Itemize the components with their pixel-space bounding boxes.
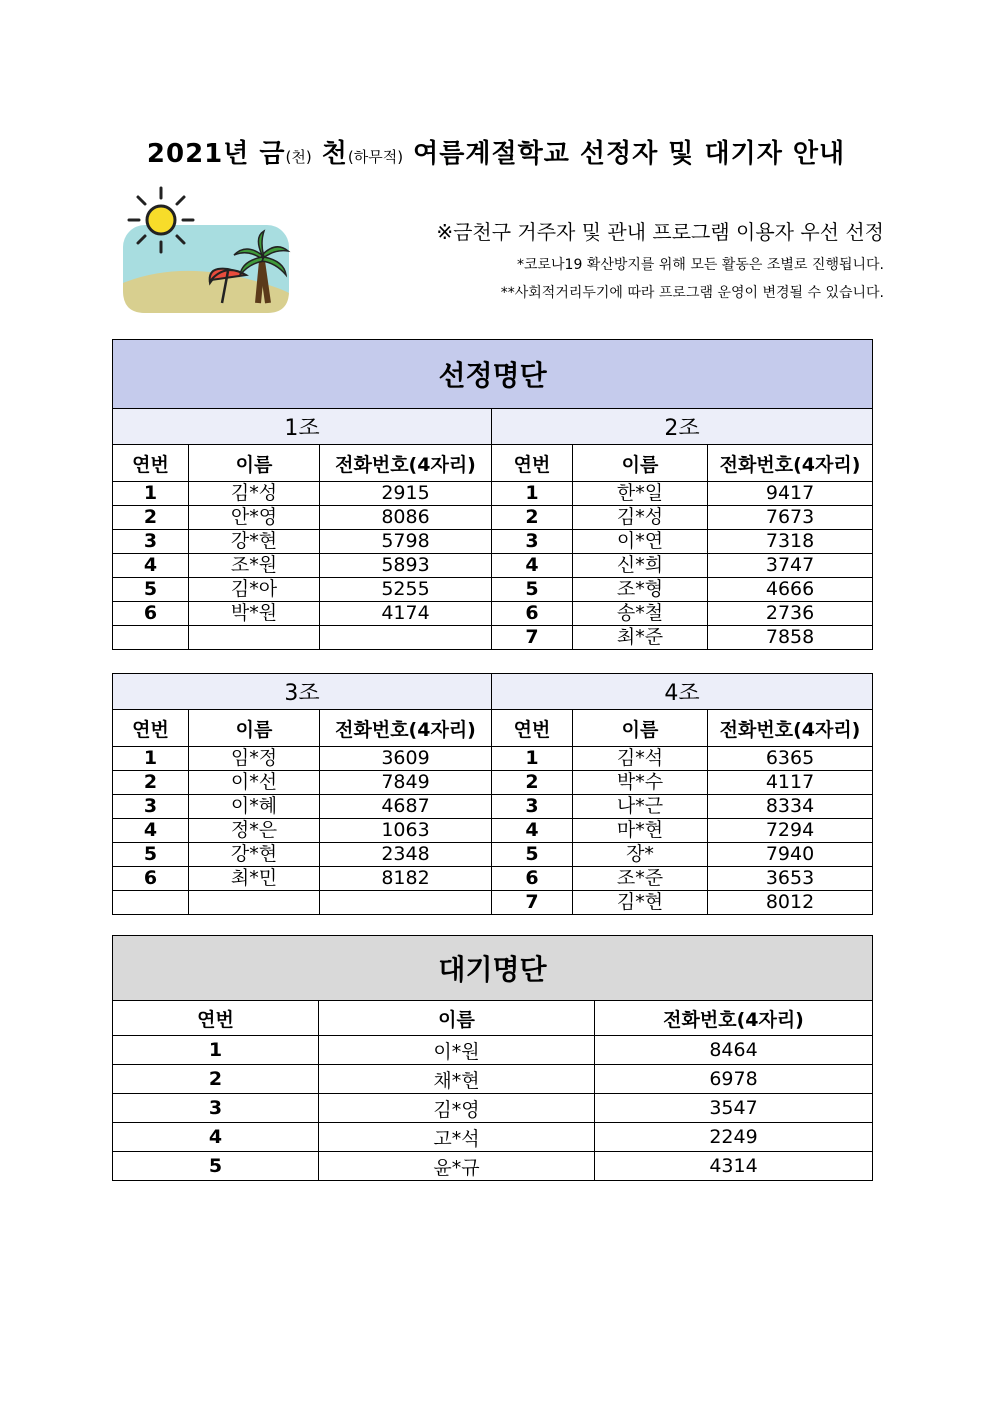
- row-name: 김*현: [573, 891, 708, 915]
- row-name: [189, 891, 320, 915]
- row-phone: 7318: [708, 530, 873, 554]
- row-name: 최*민: [189, 867, 320, 891]
- row-phone: 4666: [708, 578, 873, 602]
- row-name: 이*선: [189, 771, 320, 795]
- row-number: 7: [492, 891, 573, 915]
- row-number: 6: [492, 867, 573, 891]
- row-phone: 8012: [708, 891, 873, 915]
- table-row: [113, 819, 873, 843]
- row-number: 2: [113, 506, 189, 530]
- row-phone: 4174: [320, 602, 492, 626]
- row-name: 임*정: [189, 747, 320, 771]
- group-1-label: 1조: [113, 409, 492, 445]
- row-name: 채*현: [319, 1065, 595, 1094]
- page-title: [0, 133, 992, 170]
- col-name: 이름: [189, 710, 320, 747]
- row-number: 6: [113, 602, 189, 626]
- row-name: 이*원: [319, 1036, 595, 1065]
- row-name: 박*원: [189, 602, 320, 626]
- title-part: 여름계절학교 선정자 및 대기자 안내: [403, 139, 846, 169]
- table-row: [113, 867, 873, 891]
- row-number: 6: [492, 602, 573, 626]
- row-name: [189, 626, 320, 650]
- row-number: 1: [113, 482, 189, 506]
- table-row: [113, 1094, 873, 1123]
- col-name: 이름: [189, 445, 320, 482]
- table-row: [113, 747, 873, 771]
- row-number: 1: [113, 747, 189, 771]
- title-part: 천: [311, 139, 348, 169]
- col-name: 이름: [319, 1001, 595, 1036]
- row-number: 2: [113, 771, 189, 795]
- row-number: [113, 626, 189, 650]
- row-phone: 4314: [595, 1152, 873, 1181]
- row-number: 2: [113, 1065, 319, 1094]
- col-name: 이름: [573, 445, 708, 482]
- row-phone: 2736: [708, 602, 873, 626]
- col-no: 연번: [113, 445, 189, 482]
- row-phone: 3547: [595, 1094, 873, 1123]
- row-number: 3: [113, 795, 189, 819]
- distancing-note: **사회적거리두기에 따라 프로그램 운영이 변경될 수 있습니다.: [500, 285, 884, 301]
- table-row: [113, 1036, 873, 1065]
- row-number: 7: [492, 626, 573, 650]
- row-number: 2: [492, 506, 573, 530]
- row-number: 3: [492, 530, 573, 554]
- row-number: 2: [492, 771, 573, 795]
- row-name: 조*원: [189, 554, 320, 578]
- col-phone: 전화번호(4자리): [320, 445, 492, 482]
- row-phone: 3653: [708, 867, 873, 891]
- row-number: 4: [492, 819, 573, 843]
- row-name: 안*영: [189, 506, 320, 530]
- row-phone: 4687: [320, 795, 492, 819]
- row-name: 박*수: [573, 771, 708, 795]
- row-name: 신*희: [573, 554, 708, 578]
- selected-table-1-2: [112, 339, 873, 650]
- row-phone: 6365: [708, 747, 873, 771]
- priority-note: ※금천구 거주자 및 관내 프로그램 이용자 우선 선정: [436, 220, 884, 244]
- row-name: 조*형: [573, 578, 708, 602]
- row-phone: 2249: [595, 1123, 873, 1152]
- row-name: 한*일: [573, 482, 708, 506]
- row-name: 김*성: [189, 482, 320, 506]
- row-phone: 5798: [320, 530, 492, 554]
- row-phone: 7673: [708, 506, 873, 530]
- waiting-title: 대기명단: [113, 936, 873, 1001]
- row-name: 김*아: [189, 578, 320, 602]
- row-phone: 3609: [320, 747, 492, 771]
- row-name: 송*철: [573, 602, 708, 626]
- row-phone: 7849: [320, 771, 492, 795]
- waiting-table: [112, 935, 873, 1181]
- row-number: 4: [113, 819, 189, 843]
- row-phone: 8464: [595, 1036, 873, 1065]
- row-number: 3: [492, 795, 573, 819]
- col-no: 연번: [492, 445, 573, 482]
- row-number: 3: [113, 1094, 319, 1123]
- table-row: [113, 506, 873, 530]
- row-name: 조*준: [573, 867, 708, 891]
- table-row: [113, 602, 873, 626]
- row-number: 5: [113, 578, 189, 602]
- beach-sun-palm-icon: [118, 183, 298, 318]
- row-phone: 9417: [708, 482, 873, 506]
- col-no: 연번: [492, 710, 573, 747]
- row-phone: 6978: [595, 1065, 873, 1094]
- col-phone: 전화번호(4자리): [708, 710, 873, 747]
- row-name: 강*현: [189, 530, 320, 554]
- row-number: 5: [113, 1152, 319, 1181]
- row-phone: 2915: [320, 482, 492, 506]
- row-number: 5: [492, 843, 573, 867]
- table-row: [113, 795, 873, 819]
- row-number: 3: [113, 530, 189, 554]
- row-phone: 5255: [320, 578, 492, 602]
- selected-table-3-4: [112, 673, 873, 915]
- row-name: 고*석: [319, 1123, 595, 1152]
- table-row: [113, 771, 873, 795]
- group-4-label: 4조: [492, 674, 873, 710]
- col-phone: 전화번호(4자리): [708, 445, 873, 482]
- row-name: 나*근: [573, 795, 708, 819]
- table-row: [113, 1065, 873, 1094]
- row-phone: 2348: [320, 843, 492, 867]
- row-number: 1: [492, 747, 573, 771]
- group-2-label: 2조: [492, 409, 873, 445]
- row-number: 5: [113, 843, 189, 867]
- row-phone: 7858: [708, 626, 873, 650]
- table-row: [113, 891, 873, 915]
- row-name: 장*: [573, 843, 708, 867]
- row-phone: 1063: [320, 819, 492, 843]
- row-phone: [320, 891, 492, 915]
- row-name: 김*성: [573, 506, 708, 530]
- row-number: [113, 891, 189, 915]
- table-row: [113, 482, 873, 506]
- table-row: [113, 1123, 873, 1152]
- title-part-small: (하무적): [347, 148, 404, 166]
- title-part-small: (천): [285, 148, 312, 166]
- row-name: 이*혜: [189, 795, 320, 819]
- row-phone: 7294: [708, 819, 873, 843]
- row-phone: 8086: [320, 506, 492, 530]
- group-3-label: 3조: [113, 674, 492, 710]
- col-name: 이름: [573, 710, 708, 747]
- row-phone: 8334: [708, 795, 873, 819]
- row-number: 4: [113, 1123, 319, 1152]
- row-number: 4: [113, 554, 189, 578]
- row-name: 김*영: [319, 1094, 595, 1123]
- table-row: [113, 626, 873, 650]
- row-number: 4: [492, 554, 573, 578]
- row-number: 6: [113, 867, 189, 891]
- row-name: 윤*규: [319, 1152, 595, 1181]
- row-phone: 5893: [320, 554, 492, 578]
- table-row: [113, 1152, 873, 1181]
- row-name: 최*준: [573, 626, 708, 650]
- row-phone: 8182: [320, 867, 492, 891]
- row-number: 1: [492, 482, 573, 506]
- col-no: 연번: [113, 1001, 319, 1036]
- row-phone: [320, 626, 492, 650]
- row-phone: 4117: [708, 771, 873, 795]
- row-phone: 7940: [708, 843, 873, 867]
- row-number: 1: [113, 1036, 319, 1065]
- col-phone: 전화번호(4자리): [595, 1001, 873, 1036]
- row-name: 마*현: [573, 819, 708, 843]
- covid-note: *코로나19 확산방지를 위해 모든 활동은 조별로 진행됩니다.: [516, 257, 884, 273]
- title-part: 2021년 금: [146, 139, 286, 169]
- row-number: 5: [492, 578, 573, 602]
- row-name: 이*연: [573, 530, 708, 554]
- row-name: 김*석: [573, 747, 708, 771]
- selected-title: 선정명단: [113, 340, 873, 409]
- row-phone: 3747: [708, 554, 873, 578]
- table-row: [113, 554, 873, 578]
- table-row: [113, 530, 873, 554]
- col-no: 연번: [113, 710, 189, 747]
- row-name: 강*현: [189, 843, 320, 867]
- row-name: 정*은: [189, 819, 320, 843]
- table-row: [113, 578, 873, 602]
- table-row: [113, 843, 873, 867]
- col-phone: 전화번호(4자리): [320, 710, 492, 747]
